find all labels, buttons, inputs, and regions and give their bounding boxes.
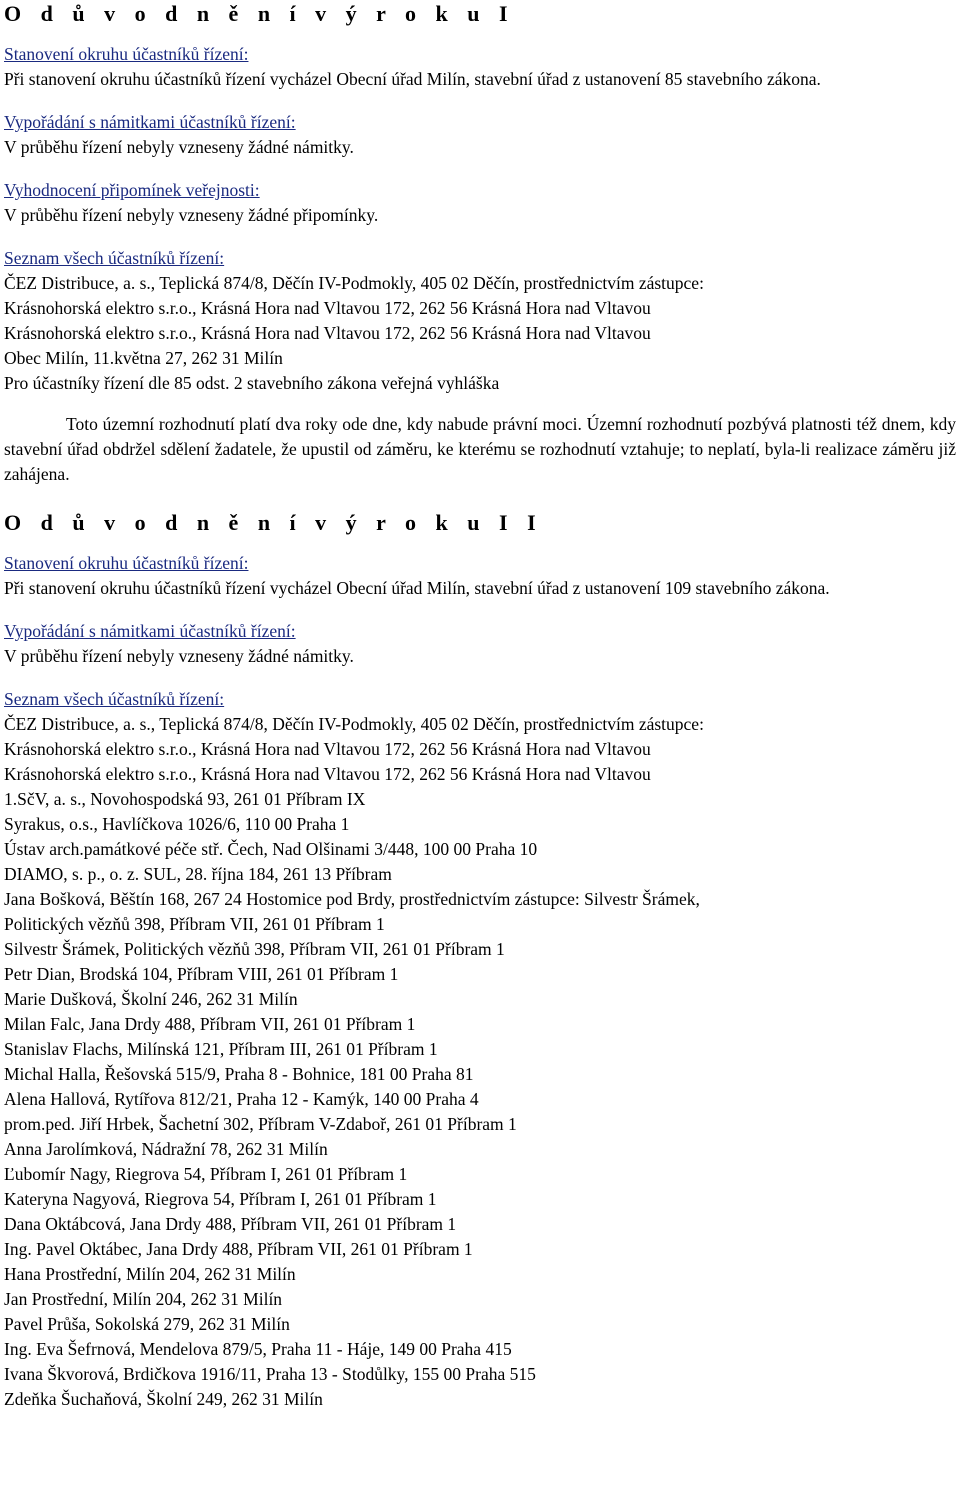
section-stanoveni-1	[4, 42, 956, 92]
section-text: V průběhu řízení nebyly vzneseny žádné připomínky.	[4, 205, 379, 225]
participants-part2	[4, 687, 956, 1412]
participants-title: Seznam všech účastníků řízení:	[4, 689, 225, 709]
participant-line: Kateryna Nagyová, Riegrova 54, Příbram I, 261 01 Příbram 1	[4, 1189, 437, 1209]
participant-line: Krásnohorská elektro s.r.o., Krásná Hora nad Vltavou 172, 262 56 Krásná Hora nad Vltavou	[4, 298, 651, 318]
section-title: Vyhodnocení připomínek veřejnosti:	[4, 180, 260, 200]
participant-line: Ústav arch.památkové péče stř. Čech, Nad Olšinami 3/448, 100 00 Praha 10	[4, 839, 538, 859]
participant-line: Jan Prostřední, Milín 204, 262 31 Milín	[4, 1289, 283, 1309]
participant-line: Ing. Eva Šefrnová, Mendelova 879/5, Praha 11 - Háje, 149 00 Praha 415	[4, 1339, 512, 1359]
participant-line: Obec Milín, 11.května 27, 262 31 Milín	[4, 348, 283, 368]
section-pripominky-1	[4, 178, 956, 228]
section-title: Vypořádání s námitkami účastníků řízení:	[4, 112, 296, 132]
participant-line: Pavel Průša, Sokolská 279, 262 31 Milín	[4, 1314, 290, 1334]
participant-line: Silvestr Šrámek, Politických vězňů 398, Příbram VII, 261 01 Příbram 1	[4, 939, 505, 959]
participant-line: Petr Dian, Brodská 104, Příbram VIII, 261 01 Příbram 1	[4, 964, 399, 984]
validity-paragraph: Toto územní rozhodnutí platí dva roky ode dne, kdy nabude právní moci. Územní rozhodnutí pozbývá platnosti též dnem, kdy stavební úřad obdržel sdělení žadatele, že upustil od záměru, ke kterému se rozhodnutí vztahuje; to neplatí, byla-li realizace záměru již zahájena.	[4, 414, 956, 484]
section-text: Při stanovení okruhu účastníků řízení vycházel Obecní úřad Milín, stavební úřad z ustanovení 85 stavebního zákona.	[4, 69, 821, 89]
section-namitky-1	[4, 110, 956, 160]
participant-line: Anna Jarolímková, Nádražní 78, 262 31 Milín	[4, 1139, 328, 1159]
participant-line: ČEZ Distribuce, a. s., Teplická 874/8, Děčín IV-Podmokly, 405 02 Děčín, prostřednictvím zástupce:	[4, 273, 704, 293]
participant-line: Alena Hallová, Rytířova 812/21, Praha 12 - Kamýk, 140 00 Praha 4	[4, 1089, 479, 1109]
section-title: Stanovení okruhu účastníků řízení:	[4, 44, 249, 64]
participant-line: Hana Prostřední, Milín 204, 262 31 Milín	[4, 1264, 296, 1284]
participant-line: 1.SčV, a. s., Novohospodská 93, 261 01 Příbram IX	[4, 789, 366, 809]
participant-line: DIAMO, s. p., o. z. SUL, 28. října 184, 261 13 Příbram	[4, 864, 392, 884]
participant-line: Pro účastníky řízení dle 85 odst. 2 stavebního zákona veřejná vyhláška	[4, 373, 500, 393]
participant-line: Jana Bošková, Běštín 168, 267 24 Hostomice pod Brdy, prostřednictvím zástupce: Silvestr Šrámek,	[4, 889, 700, 909]
participants-title: Seznam všech účastníků řízení:	[4, 248, 225, 268]
section-text: V průběhu řízení nebyly vzneseny žádné námitky.	[4, 646, 354, 666]
participant-line: Ing. Pavel Oktábec, Jana Drdy 488, Příbram VII, 261 01 Příbram 1	[4, 1239, 473, 1259]
heading-part1: O d ů v o d n ě n í v ý r o k u I	[4, 1, 515, 26]
participant-line: Syrakus, o.s., Havlíčkova 1026/6, 110 00 Praha 1	[4, 814, 350, 834]
participant-line: Krásnohorská elektro s.r.o., Krásná Hora nad Vltavou 172, 262 56 Krásná Hora nad Vltavou	[4, 764, 651, 784]
section-text: Při stanovení okruhu účastníků řízení vycházel Obecní úřad Milín, stavební úřad z ustanovení 109 stavebního zákona.	[4, 578, 830, 598]
participant-line: Krásnohorská elektro s.r.o., Krásná Hora nad Vltavou 172, 262 56 Krásná Hora nad Vltavou	[4, 323, 651, 343]
participant-line: Ľubomír Nagy, Riegrova 54, Příbram I, 261 01 Příbram 1	[4, 1164, 408, 1184]
participant-line: Zdeňka Šuchaňová, Školní 249, 262 31 Milín	[4, 1389, 323, 1409]
participant-line: Michal Halla, Řešovská 515/9, Praha 8 - Bohnice, 181 00 Praha 81	[4, 1064, 474, 1084]
heading-part2: O d ů v o d n ě n í v ý r o k u I I	[4, 510, 543, 535]
section-title: Vypořádání s námitkami účastníků řízení:	[4, 621, 296, 641]
participants-part1	[4, 246, 956, 396]
section-stanoveni-2	[4, 551, 956, 601]
participant-line: Milan Falc, Jana Drdy 488, Příbram VII, 261 01 Příbram 1	[4, 1014, 416, 1034]
participant-line: Dana Oktábcová, Jana Drdy 488, Příbram VII, 261 01 Příbram 1	[4, 1214, 457, 1234]
section-text: V průběhu řízení nebyly vzneseny žádné námitky.	[4, 137, 354, 157]
participant-line: prom.ped. Jiří Hrbek, Šachetní 302, Příbram V-Zdaboř, 261 01 Příbram 1	[4, 1114, 517, 1134]
participant-line: Ivana Škvorová, Brdičkova 1916/11, Praha 13 - Stodůlky, 155 00 Praha 515	[4, 1364, 536, 1384]
participant-line: ČEZ Distribuce, a. s., Teplická 874/8, Děčín IV-Podmokly, 405 02 Děčín, prostřednictvím zástupce:	[4, 714, 704, 734]
participant-line: Krásnohorská elektro s.r.o., Krásná Hora nad Vltavou 172, 262 56 Krásná Hora nad Vltavou	[4, 739, 651, 759]
participant-line: Marie Dušková, Školní 246, 262 31 Milín	[4, 989, 298, 1009]
section-namitky-2	[4, 619, 956, 669]
section-title: Stanovení okruhu účastníků řízení:	[4, 553, 249, 573]
participant-line: Stanislav Flachs, Milínská 121, Příbram III, 261 01 Příbram 1	[4, 1039, 438, 1059]
participant-line: Politických vězňů 398, Příbram VII, 261 01 Příbram 1	[4, 914, 385, 934]
